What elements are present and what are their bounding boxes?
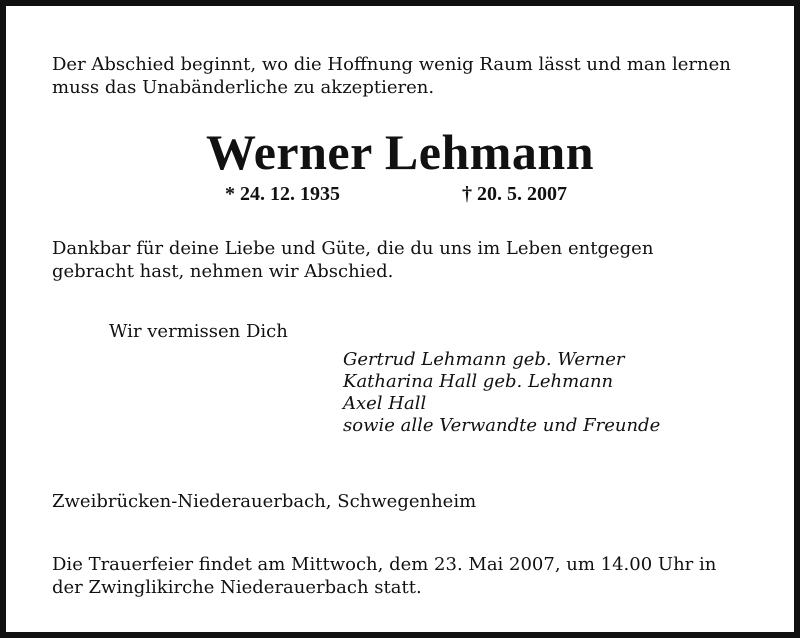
miss-you-line: Wir vermissen Dich [109,321,288,342]
farewell-line: gebracht hast, nehmen wir Abschied. [52,261,394,282]
signer: Gertrud Lehmann geb. Werner [343,349,625,370]
quote-line: muss das Unabänderliche zu akzeptieren. [52,77,435,98]
signer: Katharina Hall geb. Lehmann [343,371,614,392]
farewell-line: Dankbar für deine Liebe und Güte, die du uns im Leben entgegen [52,238,654,259]
birth-date: * 24. 12. 1935 [225,183,340,205]
funeral-service-text [52,553,716,599]
location-line: Zweibrücken-Niederauerbach, Schwegenheim [52,491,477,512]
quote-line: Der Abschied beginnt, wo die Hoffnung wenig Raum lässt und man lernen [52,54,731,75]
signer: Axel Hall [343,393,427,414]
deceased-name: Werner Lehmann [205,124,595,180]
farewell-text [52,237,653,283]
service-line: der Zwinglikirche Niederauerbach statt. [52,577,422,598]
signers-list [343,349,660,437]
signer: sowie alle Verwandte und Freunde [343,415,661,436]
service-line: Die Trauerfeier findet am Mittwoch, dem 23. Mai 2007, um 14.00 Uhr in [52,554,717,575]
death-date: † 20. 5. 2007 [462,183,567,205]
opening-quote [52,53,731,99]
